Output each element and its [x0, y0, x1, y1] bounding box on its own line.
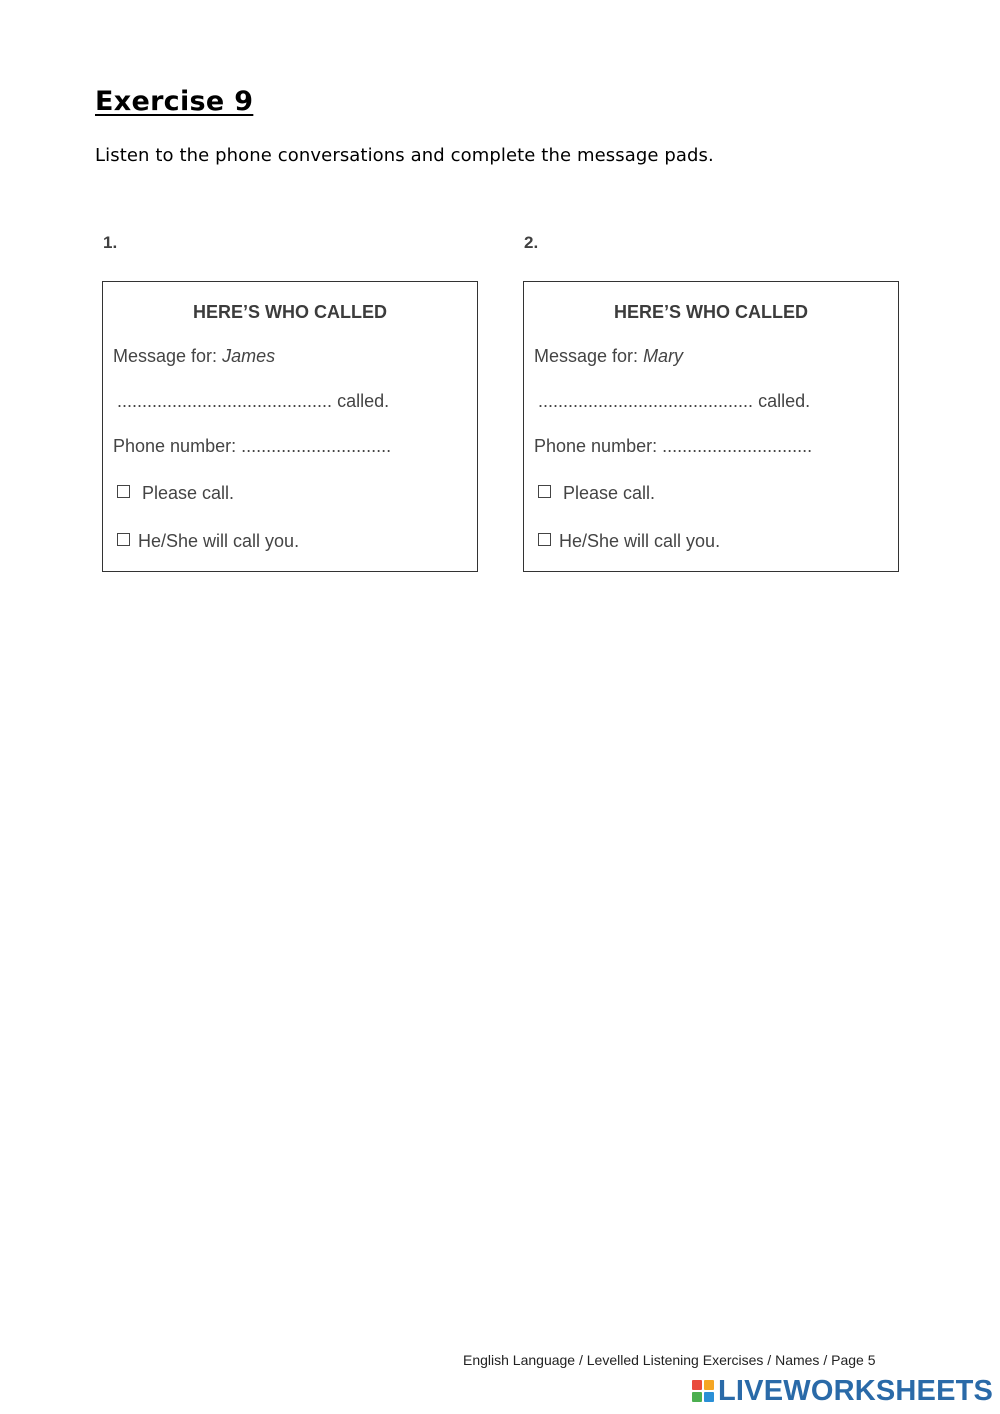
recipient-name: Mary — [643, 346, 684, 366]
exercise-title: Exercise 9 — [95, 86, 254, 117]
page-footer: English Language / Levelled Listening Exercises / Names / Page 5 — [463, 1352, 876, 1368]
brand-name: LIVEWORKSHEETS — [718, 1374, 994, 1407]
liveworksheets-brand[interactable] — [692, 1374, 993, 1408]
message-pad-1 — [102, 281, 478, 572]
logo-square-4 — [704, 1392, 714, 1402]
caller-line — [538, 391, 810, 412]
message-pad-2 — [523, 281, 899, 572]
please-call-label: Please call. — [142, 483, 235, 503]
will-call-checkbox[interactable] — [538, 533, 551, 546]
phone-input[interactable]: .............................. — [662, 436, 813, 456]
phone-label: Phone number: — [534, 436, 658, 456]
message-for-line — [113, 346, 275, 367]
caller-line — [117, 391, 389, 412]
option-will-call[interactable] — [538, 531, 720, 552]
caller-input[interactable]: ........................................... — [117, 391, 333, 411]
caller-input[interactable]: ........................................... — [538, 391, 754, 411]
message-for-label: Message for: — [534, 346, 639, 366]
phone-input[interactable]: .............................. — [241, 436, 392, 456]
please-call-checkbox[interactable] — [538, 485, 551, 498]
logo-square-2 — [704, 1380, 714, 1390]
instruction-text: Listen to the phone conversations and complete the message pads. — [95, 145, 714, 166]
will-call-checkbox[interactable] — [117, 533, 130, 546]
phone-line — [113, 436, 391, 457]
logo-square-1 — [692, 1380, 702, 1390]
pad-heading: HERE’S WHO CALLED — [613, 302, 808, 322]
message-for-label: Message for: — [113, 346, 218, 366]
logo-square-3 — [692, 1392, 702, 1402]
recipient-name: James — [222, 346, 276, 366]
please-call-label: Please call. — [563, 483, 656, 503]
option-please-call[interactable] — [538, 483, 655, 504]
called-text: called. — [758, 391, 811, 411]
message-for-line — [534, 346, 683, 367]
phone-label: Phone number: — [113, 436, 237, 456]
will-call-label: He/She will call you. — [138, 531, 300, 551]
option-please-call[interactable] — [117, 483, 234, 504]
pad-number-2: 2. — [524, 233, 539, 252]
phone-line — [534, 436, 812, 457]
option-will-call[interactable] — [117, 531, 299, 552]
called-text: called. — [337, 391, 390, 411]
pad-heading: HERE’S WHO CALLED — [192, 302, 387, 322]
liveworksheets-logo-icon — [692, 1380, 714, 1402]
please-call-checkbox[interactable] — [117, 485, 130, 498]
pad-number-1: 1. — [103, 233, 118, 252]
will-call-label: He/She will call you. — [559, 531, 721, 551]
